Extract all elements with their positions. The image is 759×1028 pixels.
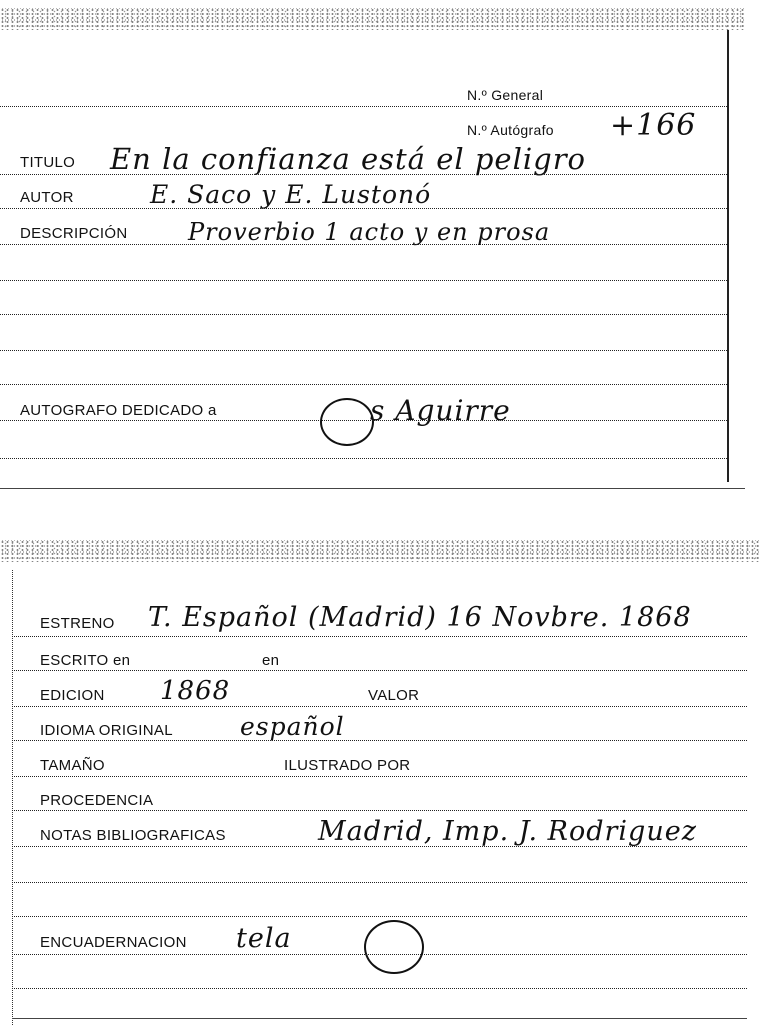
edicion-label: EDICION: [40, 687, 105, 704]
catalog-card-top: [0, 0, 745, 492]
punch-hole-top: [320, 398, 374, 446]
blank-line-8: [12, 988, 747, 989]
descripcion-label: DESCRIPCIÓN: [20, 225, 128, 242]
blank-line-5: [0, 458, 727, 459]
punch-hole-bottom: [364, 920, 424, 974]
idioma-line: [12, 740, 747, 741]
estreno-value: T. Español (Madrid) 16 Novbre. 1868: [148, 602, 692, 633]
encuadernacion-value: tela: [236, 923, 292, 954]
card-bottom-edge-texture: [0, 540, 759, 562]
valor-label: VALOR: [368, 687, 420, 704]
encuadernacion-line: [12, 954, 747, 955]
tamano-label: TAMAÑO: [40, 757, 105, 774]
autor-label: AUTOR: [20, 189, 74, 206]
titulo-label: TITULO: [20, 154, 76, 171]
tamano-line: [12, 776, 747, 777]
estreno-label: ESTRENO: [40, 615, 115, 632]
estreno-line: [12, 636, 747, 637]
n-general-line: [0, 106, 727, 107]
procedencia-line: [12, 810, 747, 811]
autografo-line: [0, 420, 727, 421]
blank-line-6: [12, 882, 747, 883]
card-top-bottom-border: [0, 488, 745, 489]
n-general-label: N.º General: [467, 87, 544, 103]
idioma-label: IDIOMA ORIGINAL: [40, 722, 173, 739]
en-label: en: [262, 652, 280, 669]
autografo-value: s Aguirre: [370, 394, 511, 427]
autor-line: [0, 208, 727, 209]
card-bottom-left-border: [12, 570, 13, 1025]
notas-value: Madrid, Imp. J. Rodriguez: [318, 816, 697, 847]
escrito-label: ESCRITO en: [40, 652, 131, 669]
notas-line: [12, 846, 747, 847]
encuadernacion-label: ENCUADERNACION: [40, 934, 187, 951]
blank-line-1: [0, 280, 727, 281]
n-autografo-label: N.º Autógrafo: [467, 122, 554, 138]
notas-label: NOTAS BIBLIOGRAFICAS: [40, 827, 226, 844]
procedencia-label: PROCEDENCIA: [40, 792, 154, 809]
blank-line-3: [0, 350, 727, 351]
descripcion-line: [0, 244, 727, 245]
blank-line-2: [0, 314, 727, 315]
edicion-line: [12, 706, 747, 707]
card-top-right-border: [727, 30, 729, 482]
idioma-value: español: [240, 712, 345, 741]
edicion-value: 1868: [160, 676, 231, 706]
card-bottom-bottom-border: [12, 1018, 747, 1019]
n-autografo-value: +166: [610, 108, 697, 143]
card-top-edge-texture: [0, 8, 745, 30]
blank-line-7: [12, 916, 747, 917]
titulo-line: [0, 174, 727, 175]
titulo-value: En la confianza está el peligro: [110, 142, 587, 176]
descripcion-value: Proverbio 1 acto y en prosa: [188, 218, 551, 246]
escrito-line: [12, 670, 747, 671]
catalog-card-bottom: [0, 540, 759, 1028]
autor-value: E. Saco y E. Lustonó: [150, 180, 432, 209]
ilustrado-label: ILUSTRADO POR: [284, 757, 411, 774]
autografo-label: AUTOGRAFO DEDICADO a: [20, 402, 217, 419]
blank-line-4: [0, 384, 727, 385]
